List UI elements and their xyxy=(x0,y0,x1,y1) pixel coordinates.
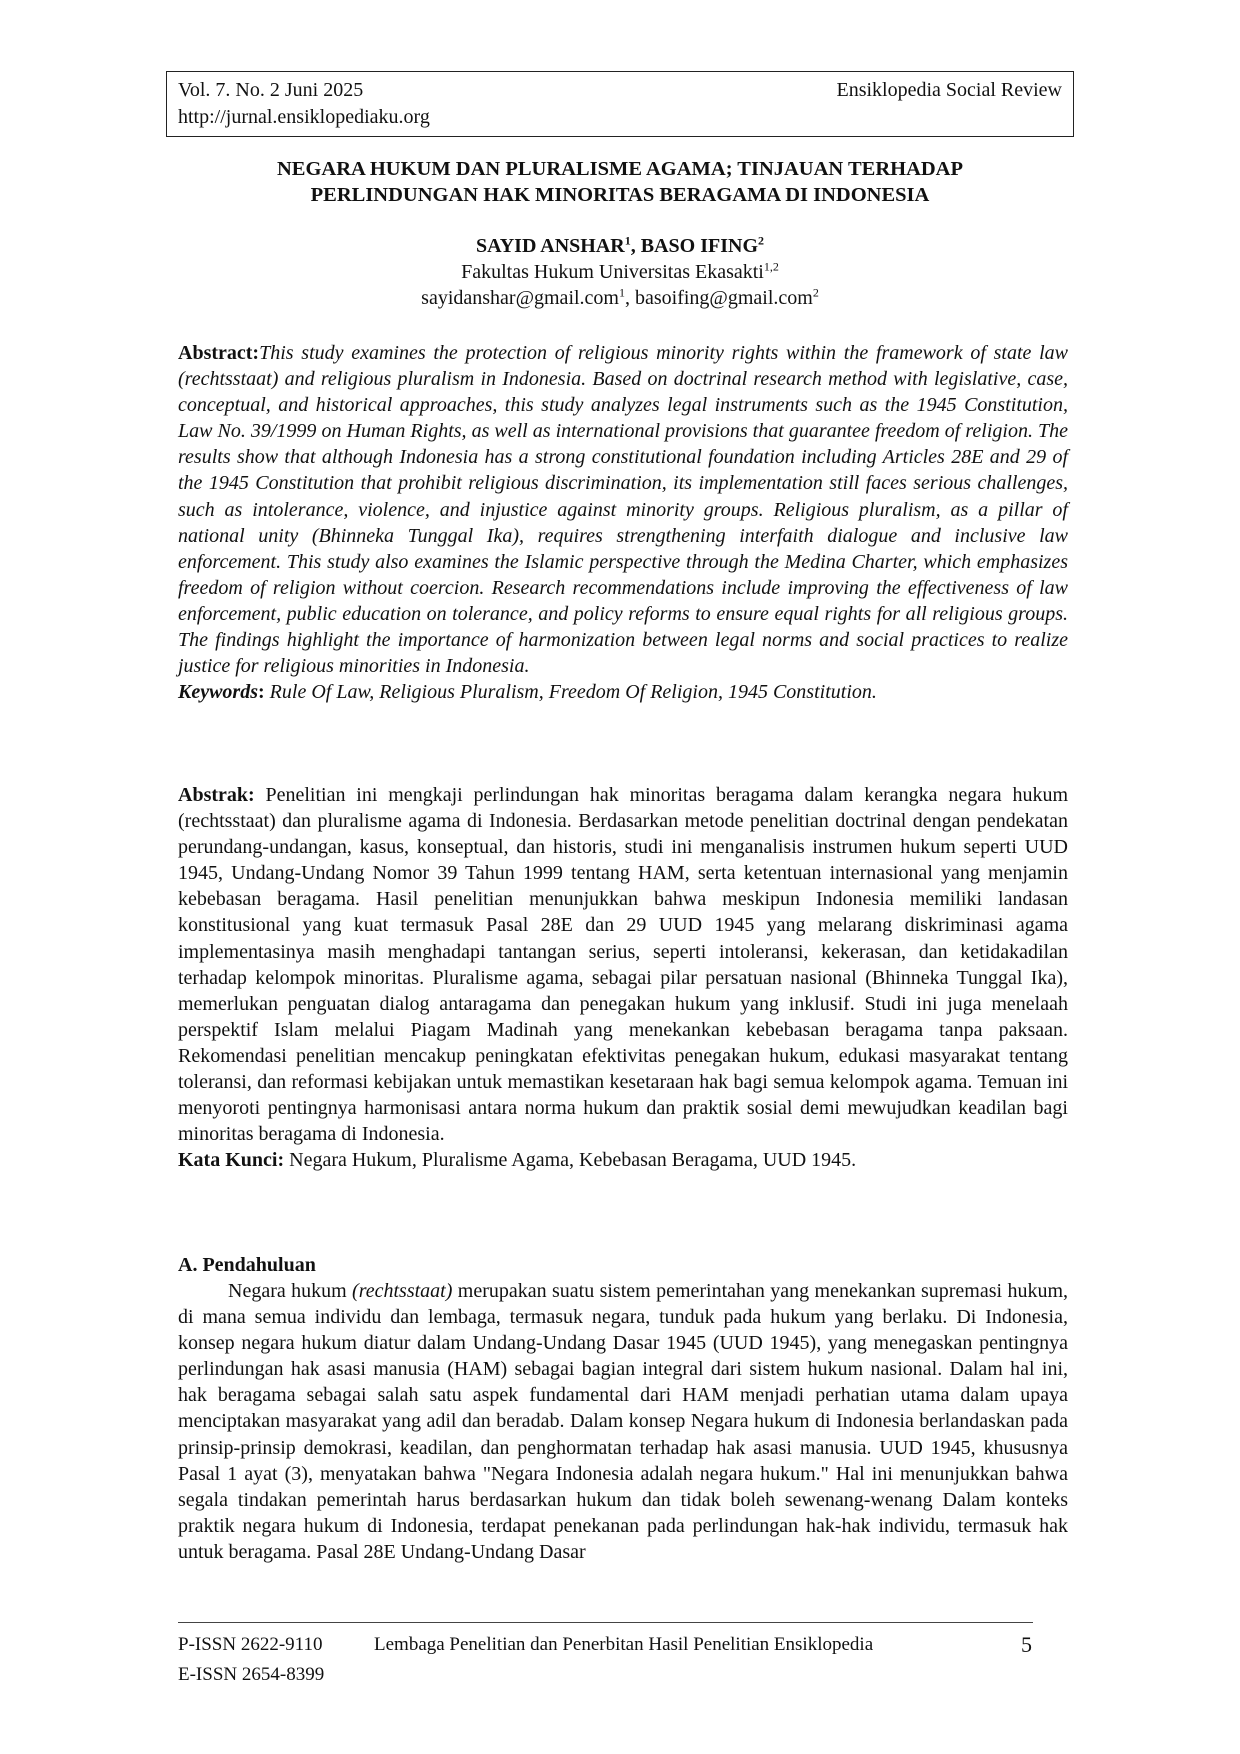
e-issn: E-ISSN 2654-8399 xyxy=(178,1664,325,1685)
abstrak-paragraph xyxy=(178,782,1068,1147)
author-block xyxy=(180,233,1060,311)
keywords-label: Keywords xyxy=(178,681,258,704)
keywords-line xyxy=(178,679,1068,705)
volume-info: Vol. 7. No. 2 Juni 2025 xyxy=(178,79,364,101)
email-1-sup: 1 xyxy=(618,285,625,300)
affiliation-text: Fakultas Hukum Universitas Ekasakti xyxy=(461,261,764,283)
keywords-text: Rule Of Law, Religious Pluralism, Freedom Of Religion, 1945 Constitution. xyxy=(264,681,877,704)
author-1: SAYID ANSHAR xyxy=(476,235,625,257)
affiliation xyxy=(180,259,1060,285)
abstract-text: This study examines the protection of religious minority rights within the framework of state law (rechtsstaat) and religious pluralism in Indonesia. Based on doctrinal research method with legislative, case, conceptual, and historical approaches, this study analyzes legal instruments such as the 1945 Constitution, Law No. 39/1999 on Human Rights, as well as international provisions that guarantee freedom of religion. The results show that although Indonesia has a strong constitutional foundation including Articles 28E and 29 of the 1945 Constitution that prohibit religious discrimination, its implementation still faces serious challenges, such as intolerance, violence, and injustice against minority groups. Religious pluralism, as a pillar of national unity (Bhinneka Tunggal Ika), requires strengthening interfaith dialogue and inclusive law enforcement. This study also examines the Islamic perspective through the Medina Charter, which emphasizes freedom of religion without coercion. Research recommendations include improving the effectiveness of law enforcement, public education on tolerance, and policy reforms to ensure equal rights for all religious groups. The findings highlight the importance of harmonization between legal norms and social practices to realize justice for religious minorities in Indonesia. xyxy=(178,342,1068,678)
author-2: BASO IFING xyxy=(640,235,758,257)
kata-kunci-line xyxy=(178,1147,1068,1173)
journal-name: Ensiklopedia Social Review xyxy=(836,79,1062,101)
journal-header xyxy=(166,71,1074,137)
author-emails xyxy=(180,285,1060,311)
email-2-sup: 2 xyxy=(812,285,819,300)
author-names xyxy=(180,233,1060,259)
email-2[interactable]: basoifing@gmail.com xyxy=(634,287,813,309)
p-issn: P-ISSN 2622-9110 xyxy=(178,1634,323,1655)
intro-start: Negara hukum xyxy=(228,1280,353,1302)
email-separator: , xyxy=(624,287,635,309)
publisher-name: Lembaga Penelitian dan Penerbitan Hasil Penelitian Ensiklopedia xyxy=(374,1634,874,1655)
affiliation-sup: 1,2 xyxy=(763,259,779,274)
title-line-2: PERLINDUNGAN HAK MINORITAS BERAGAMA DI INDONESIA xyxy=(310,184,930,206)
author-2-sup: 2 xyxy=(758,233,764,248)
intro-paragraph xyxy=(178,1278,1068,1565)
kata-kunci-text: Negara Hukum, Pluralisme Agama, Kebebasan Beragama, UUD 1945. xyxy=(284,1149,857,1172)
email-1[interactable]: sayidanshar@gmail.com xyxy=(421,287,619,309)
kata-kunci-label: Kata Kunci: xyxy=(178,1149,285,1172)
intro-rest: merupakan suatu sistem pemerintahan yang menekankan supremasi hukum, di mana semua individu dan lembaga, termasuk negara, tunduk pada hukum yang berlaku. Di Indonesia, konsep negara hukum diatur dalam Undang-Undang Dasar 1945 (UUD 1945), yang menegaskan pentingnya perlindungan hak asasi manusia (HAM) sebagai bagian integral dari sistem hukum nasional. Dalam hal ini, hak beragama sebagai salah satu aspek fundamental dari HAM menjadi perhatian utama dalam upaya menciptakan masyarakat yang adil dan beradab. Dalam konsep Negara hukum di Indonesia berlandaskan pada prinsip-prinsip demokrasi, keadilan, dan penghormatan terhadap hak asasi manusia. UUD 1945, khususnya Pasal 1 ayat (3), menyatakan bahwa "Negara Indonesia adalah negara hukum." Hal ini menunjukkan bahwa segala tindakan pemerintah harus berdasarkan hukum dan tidak boleh sewenang-wenang Dalam konteks praktik negara hukum di Indonesia, terdapat penekanan pada perlindungan hak-hak individu, termasuk hak untuk beragama. Pasal 28E Undang-Undang Dasar xyxy=(178,1280,1069,1563)
abstrak-text: Penelitian ini mengkaji perlindungan hak minoritas beragama dalam kerangka negara hukum (rechtsstaat) dan pluralisme agama di Indonesia. Berdasarkan metode penelitian doctrinal dengan pendekatan perundang-undangan, kasus, konseptual, dan historis, studi ini menganalisis instrumen hukum seperti UUD 1945, Undang-Undang Nomor 39 Tahun 1999 tentang HAM, serta ketentuan internasional yang menjamin kebebasan beragama. Hasil penelitian menunjukkan bahwa meskipun Indonesia memiliki landasan konstitusional yang kuat termasuk Pasal 28E dan 29 UUD 1945 yang melarang diskriminasi agama implementasinya masih menghadapi tantangan serius, seperti intoleransi, kekerasan, dan ketidakadilan terhadap kelompok minoritas. Pluralisme agama, sebagai pilar persatuan nasional (Bhinneka Tunggal Ika), memerlukan penguatan dialog antaragama dan penegakan hukum yang inklusif. Studi ini juga menelaah perspektif Islam melalui Piagam Madinah yang menekankan kebebasan beragama tanpa paksaan. Rekomendasi penelitian mencakup peningkatan efektivitas penegakan hukum, edukasi masyarakat tentang toleransi, dan reformasi kebijakan untuk memastikan kesetaraan hak bagi semua kelompok agama. Temuan ini menyoroti pentingnya harmonisasi antara norma hukum dan praktik sosial demi mewujudkan keadilan bagi minoritas beragama di Indonesia. xyxy=(178,784,1068,1146)
abstract-english xyxy=(178,340,1068,705)
abstract-indonesian xyxy=(178,782,1068,1173)
author-separator: , xyxy=(630,235,641,257)
abstrak-label: Abstrak: xyxy=(178,784,255,806)
abstract-english-paragraph xyxy=(178,340,1068,679)
footer-divider xyxy=(178,1622,1033,1623)
page-number: 5 xyxy=(1021,1632,1032,1657)
journal-url[interactable]: http://jurnal.ensiklopediaku.org xyxy=(178,106,430,128)
author-1-sup: 1 xyxy=(624,233,631,248)
intro-italic-term: (rechtsstaat) xyxy=(352,1280,453,1302)
section-heading: A. Pendahuluan xyxy=(178,1254,316,1276)
paper-title xyxy=(180,156,1060,208)
keywords-colon: : xyxy=(258,681,265,704)
abstract-label: Abstract: xyxy=(178,342,260,364)
title-line-1: NEGARA HUKUM DAN PLURALISME AGAMA; TINJAUAN TERHADAP xyxy=(276,158,964,180)
section-introduction xyxy=(178,1252,1068,1565)
